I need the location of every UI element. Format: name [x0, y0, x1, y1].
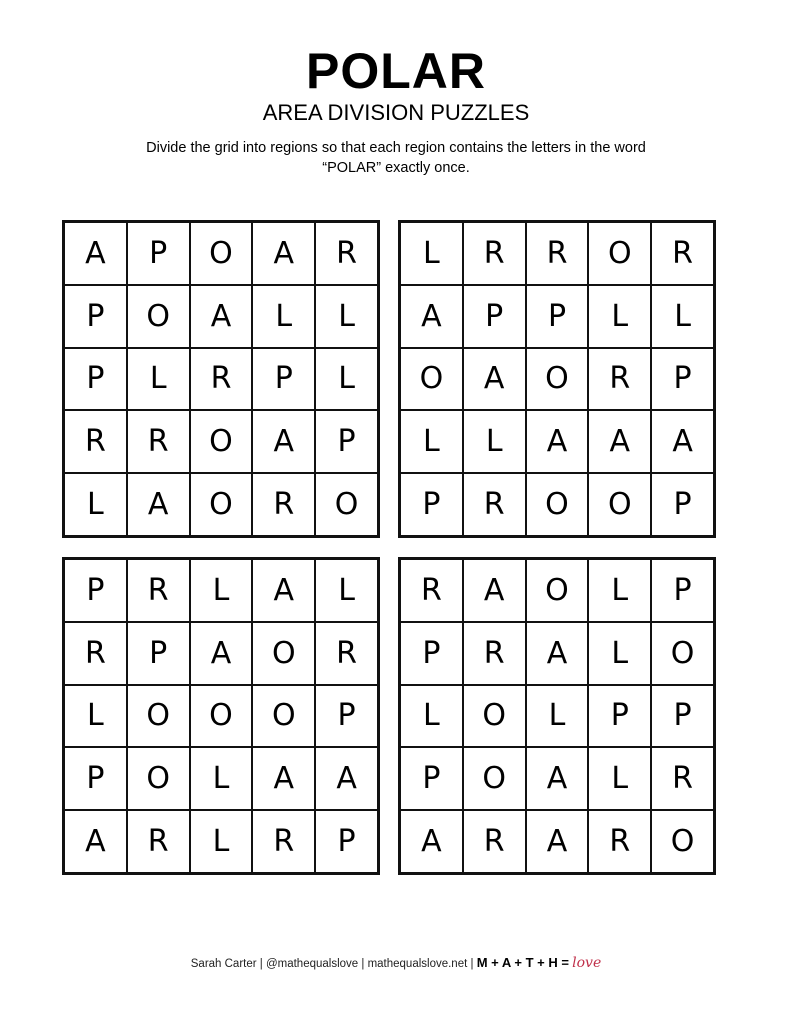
grid-cell: A — [526, 622, 589, 685]
grid-cell: P — [526, 285, 589, 348]
grid-cell: R — [252, 810, 315, 873]
grid-cell: R — [651, 222, 714, 285]
grid-cell: A — [588, 410, 651, 473]
grid-cell: P — [64, 348, 127, 411]
grid-cell: R — [127, 559, 190, 622]
grid-cell: O — [651, 810, 714, 873]
grid-cell: R — [252, 473, 315, 536]
grid-cell: L — [400, 685, 463, 748]
grid-cell: A — [526, 810, 589, 873]
grid-cell: P — [64, 747, 127, 810]
grid-cell: R — [463, 473, 526, 536]
grid-cell: P — [127, 222, 190, 285]
grid-cell: O — [400, 348, 463, 411]
instructions: Divide the grid into regions so that each region contains the letters in the word “POLAR” exactly once. — [146, 140, 646, 176]
grid-cell: O — [526, 348, 589, 411]
grid-cell: A — [190, 622, 253, 685]
grid-cell: A — [315, 747, 378, 810]
grid-cell: P — [400, 622, 463, 685]
grid-cell: A — [400, 285, 463, 348]
puzzle-grid-2 — [398, 220, 716, 538]
grid-cell: O — [190, 473, 253, 536]
grid-cell: O — [651, 622, 714, 685]
grid-cell: R — [127, 410, 190, 473]
grid-cell: L — [651, 285, 714, 348]
grid-cell: R — [463, 810, 526, 873]
grid-cell: L — [588, 747, 651, 810]
grid-cell: L — [400, 410, 463, 473]
grid-cell: P — [315, 685, 378, 748]
grid-cell: L — [190, 747, 253, 810]
grid-cell: P — [651, 559, 714, 622]
grid-cell: L — [252, 285, 315, 348]
grid-cell: A — [463, 348, 526, 411]
grid-cell: O — [127, 285, 190, 348]
grid-cell: O — [526, 473, 589, 536]
puzzle-grid-4 — [398, 557, 716, 875]
puzzle-grid-1 — [62, 220, 380, 538]
grid-cell: R — [400, 559, 463, 622]
grid-cell: A — [252, 747, 315, 810]
grid-cell: A — [64, 810, 127, 873]
grid-cell: R — [588, 810, 651, 873]
grid-cell: P — [651, 473, 714, 536]
grid-cell: R — [463, 222, 526, 285]
grid-cell: R — [463, 622, 526, 685]
grid-cell: O — [190, 410, 253, 473]
grid-cell: O — [252, 685, 315, 748]
grid-cell: O — [315, 473, 378, 536]
grid-cell: L — [315, 348, 378, 411]
grid-cell: P — [252, 348, 315, 411]
grid-cell: L — [315, 285, 378, 348]
grid-cell: L — [588, 622, 651, 685]
grid-cell: R — [651, 747, 714, 810]
grid-cell: O — [526, 559, 589, 622]
footer-love-logo: love — [572, 955, 602, 971]
grid-cell: L — [64, 685, 127, 748]
footer-brand: M + A + T + H = — [476, 955, 569, 970]
grid-cell: A — [127, 473, 190, 536]
grid-cell: O — [588, 222, 651, 285]
grid-cell: L — [400, 222, 463, 285]
grid-cell: L — [526, 685, 589, 748]
grid-cell: R — [315, 622, 378, 685]
grid-cell: A — [252, 222, 315, 285]
grid-cell: O — [127, 747, 190, 810]
grid-cell: P — [400, 747, 463, 810]
grid-cell: A — [463, 559, 526, 622]
grid-cell: O — [588, 473, 651, 536]
grid-cell: L — [64, 473, 127, 536]
grid-cell: R — [315, 222, 378, 285]
grid-cell: L — [190, 559, 253, 622]
grid-cell: P — [400, 473, 463, 536]
grid-cell: P — [588, 685, 651, 748]
page-subtitle: AREA DIVISION PUZZLES — [262, 100, 530, 125]
grid-cell: O — [190, 685, 253, 748]
grid-cell: A — [252, 410, 315, 473]
grid-cell: A — [651, 410, 714, 473]
grid-cell: L — [190, 810, 253, 873]
grid-cell: P — [64, 285, 127, 348]
grid-cell: R — [588, 348, 651, 411]
grid-cell: P — [651, 348, 714, 411]
grid-cell: O — [463, 747, 526, 810]
grid-cell: P — [315, 810, 378, 873]
grid-cell: P — [463, 285, 526, 348]
grid-cell: P — [315, 410, 378, 473]
footer — [0, 955, 792, 971]
grid-cell: A — [400, 810, 463, 873]
grid-cell: L — [315, 559, 378, 622]
grid-cell: A — [190, 285, 253, 348]
grid-cell: P — [127, 622, 190, 685]
grid-cell: O — [252, 622, 315, 685]
grid-cell: A — [526, 410, 589, 473]
page-title: POLAR — [306, 43, 486, 99]
grid-cell: L — [127, 348, 190, 411]
grid-cell: R — [127, 810, 190, 873]
grid-cell: A — [526, 747, 589, 810]
grid-cell: O — [127, 685, 190, 748]
footer-credits: Sarah Carter | @mathequalslove | mathequalslove.net | — [190, 958, 474, 970]
puzzle-grid-3 — [62, 557, 380, 875]
grid-cell: P — [651, 685, 714, 748]
grid-cell: R — [64, 622, 127, 685]
grid-cell: P — [64, 559, 127, 622]
grid-cell: L — [588, 559, 651, 622]
grid-cell: A — [252, 559, 315, 622]
grid-cell: R — [526, 222, 589, 285]
grid-cell: A — [64, 222, 127, 285]
grid-cell: R — [64, 410, 127, 473]
grid-cell: L — [588, 285, 651, 348]
grid-cell: L — [463, 410, 526, 473]
grid-cell: O — [463, 685, 526, 748]
grid-cell: O — [190, 222, 253, 285]
grid-cell: R — [190, 348, 253, 411]
